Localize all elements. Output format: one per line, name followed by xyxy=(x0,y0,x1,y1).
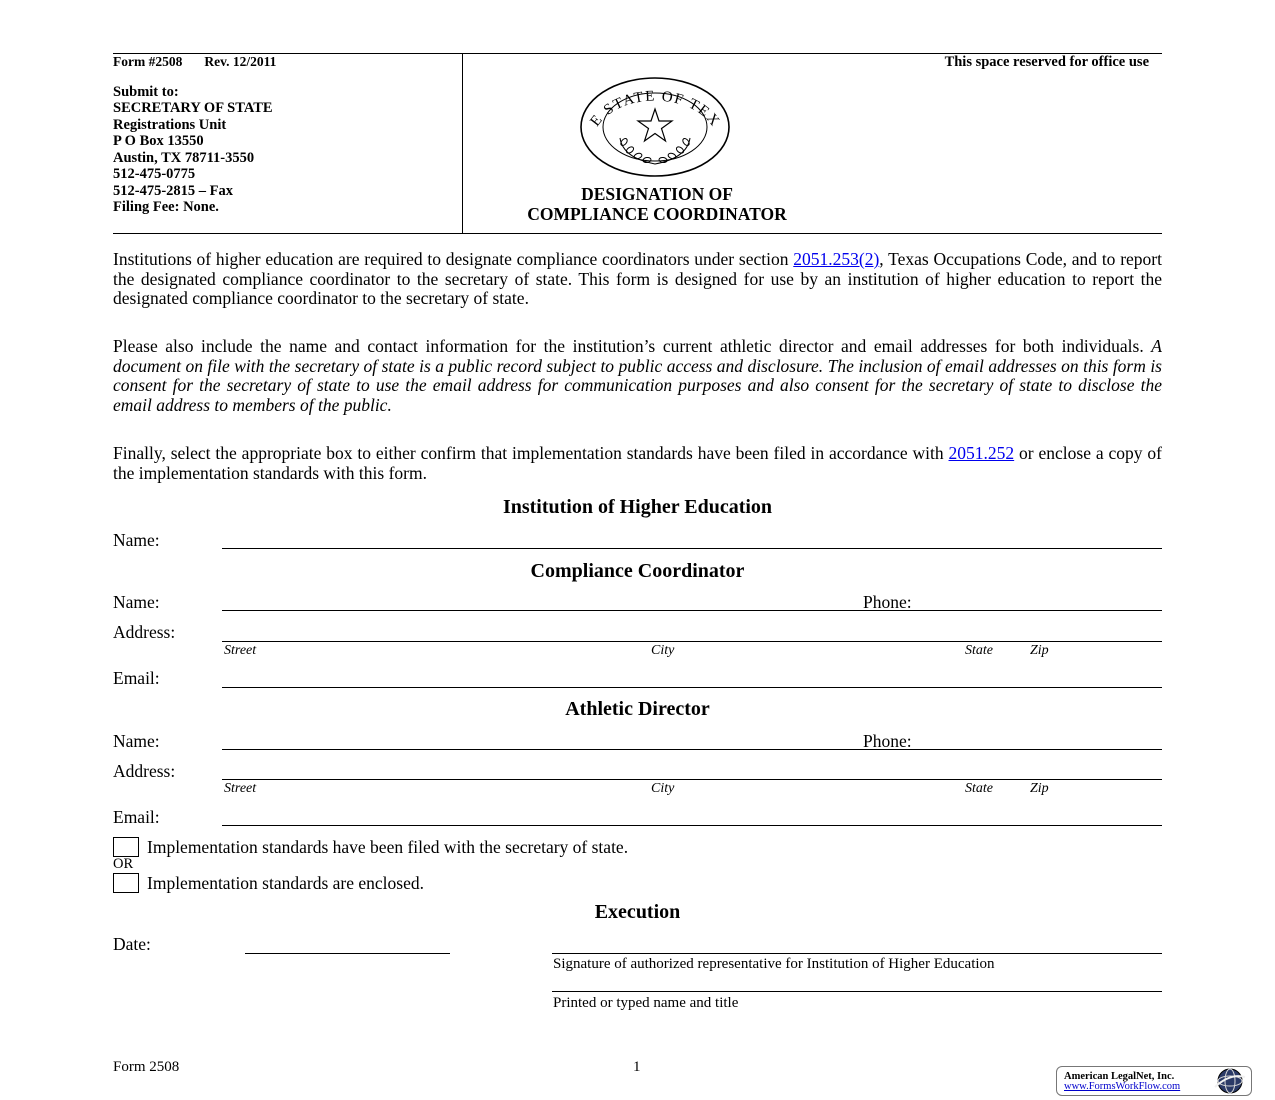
signature-field[interactable] xyxy=(552,953,1162,954)
athletic-address-field[interactable] xyxy=(222,779,1162,780)
footer-form-number: Form 2508 xyxy=(113,1059,180,1075)
section-2051-253-link[interactable]: 2051.253(2) xyxy=(793,249,880,269)
coordinator-heading: Compliance Coordinator xyxy=(530,560,745,582)
standards-filed-label: Implementation standards have been filed with the secretary of state. xyxy=(147,837,629,857)
coordinator-phone-label: Phone: xyxy=(863,592,912,612)
badge-company: American LegalNet, Inc. xyxy=(1064,1071,1175,1082)
signature-caption: Signature of authorized representative for Institution of Higher Education xyxy=(553,956,995,972)
athletic-phone-field[interactable] xyxy=(862,749,1162,750)
intro-text: , Texas Occupations Code, and to report the designated compliance coordinator to the secretary of state. This form is designed for use by an institution of higher education to report the designated compliance coordinator to the secretary of state. xyxy=(113,249,1162,308)
coordinator-email-field[interactable] xyxy=(222,687,1162,688)
printed-name-caption: Printed or typed name and title xyxy=(553,995,739,1011)
coordinator-address-label: Address: xyxy=(113,622,176,642)
globe-icon xyxy=(1211,1067,1249,1095)
athletic-director-heading: Athletic Director xyxy=(565,698,710,720)
coordinator-address-field[interactable] xyxy=(222,641,1162,642)
section-2051-252-link[interactable]: 2051.252 xyxy=(948,443,1015,463)
street-caption: Street xyxy=(224,781,257,796)
address-line: Filing Fee: None. xyxy=(113,199,219,215)
title-line-2: COMPLIANCE COORDINATOR xyxy=(527,204,787,224)
institution-name-label: Name: xyxy=(113,530,160,550)
submit-to-label: Submit to: xyxy=(113,83,179,100)
standards-enclosed-label: Implementation standards are enclosed. xyxy=(147,873,424,893)
state-caption: State xyxy=(965,643,993,658)
or-separator: OR xyxy=(113,856,134,872)
athletic-name-label: Name: xyxy=(113,731,160,751)
address-line: Registrations Unit xyxy=(113,116,227,133)
date-field[interactable] xyxy=(245,953,450,954)
city-caption: City xyxy=(651,643,675,658)
date-label: Date: xyxy=(113,934,151,954)
form-number: Form #2508 xyxy=(113,54,183,69)
institution-name-field[interactable] xyxy=(222,548,1162,549)
printed-name-field[interactable] xyxy=(552,991,1162,992)
intro-text: Please also include the name and contact information for the institution’s current athletic director and email addresses for both individuals. xyxy=(113,336,1152,356)
form-revision: Rev. 12/2011 xyxy=(204,54,277,69)
texas-state-seal xyxy=(578,76,732,178)
form-title xyxy=(463,184,851,224)
coordinator-name-field[interactable] xyxy=(222,610,862,611)
address-line: 512-475-0775 xyxy=(113,166,196,182)
execution-heading: Execution xyxy=(594,901,681,923)
page-number: 1 xyxy=(633,1059,641,1075)
coordinator-email-label: Email: xyxy=(113,668,160,688)
header-bottom-rule xyxy=(113,233,1162,234)
state-caption: State xyxy=(965,781,993,796)
athletic-phone-label: Phone: xyxy=(863,731,912,751)
intro-text: or enclose a copy of the implementation standards with this form. xyxy=(113,443,1162,483)
badge-url[interactable]: www.FormsWorkFlow.com xyxy=(1064,1081,1181,1092)
athletic-email-label: Email: xyxy=(113,807,160,827)
standards-enclosed-checkbox[interactable] xyxy=(113,873,139,893)
legalnet-badge[interactable] xyxy=(1056,1066,1252,1096)
zip-caption: Zip xyxy=(1030,781,1049,796)
coordinator-phone-field[interactable] xyxy=(862,610,1162,611)
city-caption: City xyxy=(651,781,675,796)
address-line: P O Box 13550 xyxy=(113,133,204,149)
office-use-label: This space reserved for office use xyxy=(944,54,1149,70)
address-line: Austin, TX 78711-3550 xyxy=(113,149,255,166)
intro-paragraph-2 xyxy=(113,337,1162,415)
submission-block xyxy=(113,54,276,216)
zip-caption: Zip xyxy=(1030,643,1049,658)
athletic-email-field[interactable] xyxy=(222,825,1162,826)
title-line-1: DESIGNATION OF xyxy=(581,184,733,204)
coordinator-name-label: Name: xyxy=(113,592,160,612)
intro-text: Institutions of higher education are required to designate compliance coordinators under section xyxy=(113,249,794,269)
intro-text: Finally, select the appropriate box to either confirm that implementation standards have been filed in accordance with xyxy=(113,443,949,463)
street-caption: Street xyxy=(224,643,257,658)
athletic-name-field[interactable] xyxy=(222,749,862,750)
address-line: 512-475-2815 – Fax xyxy=(113,182,234,199)
public-record-notice: A document on file with the secretary of state is a public record subject to public access and disclosure. The inclusion of email addresses on this form is consent for the secretary of state to use the email address for communication purposes and also consent for the secretary of state to disclose the email address to members of the public. xyxy=(113,336,1162,415)
intro-paragraph-3 xyxy=(113,444,1162,483)
svg-text:THE STATE OF TEXAS: E STATE OF TEX xyxy=(587,88,724,131)
athletic-address-label: Address: xyxy=(113,761,176,781)
address-line: SECRETARY OF STATE xyxy=(113,100,273,116)
intro-paragraph-1 xyxy=(113,250,1162,309)
standards-filed-checkbox[interactable] xyxy=(113,837,139,857)
institution-heading: Institution of Higher Education xyxy=(502,496,773,518)
